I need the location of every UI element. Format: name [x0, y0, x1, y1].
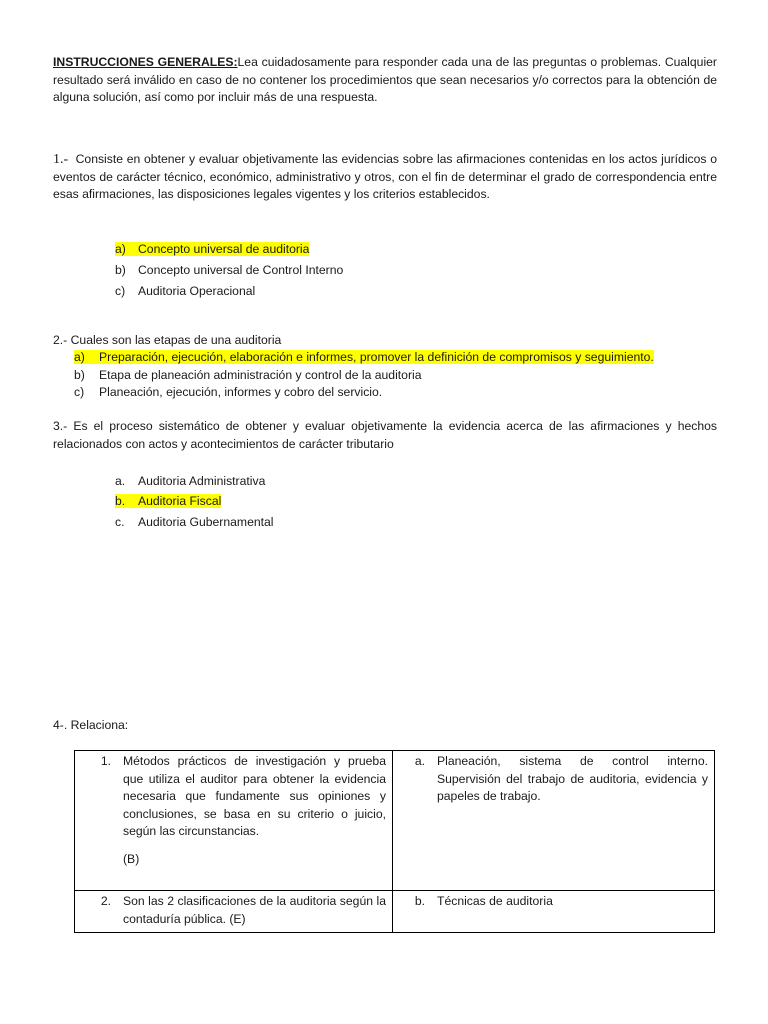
- question-2-option-b: b) Etapa de planeación administración y control de la auditoria: [74, 368, 422, 382]
- instructions-label: INSTRUCCIONES GENERALES:: [53, 55, 238, 69]
- question-4-title: 4-. Relaciona:: [53, 718, 129, 732]
- right-cell: a. Planeación, sistema de control interno. Supervisión del trabajo de auditoria, evidencia y papeles de trabajo.: [393, 751, 715, 891]
- question-3-text: 3.- Es el proceso sistemático de obtener y evaluar objetivamente la evidencia acerca de las afirmaciones y hechos relacionados con actos y acontecimientos de carácter tributario: [53, 419, 717, 451]
- right-cell: b. Técnicas de auditoria: [393, 891, 715, 933]
- question-2: [53, 332, 717, 350]
- table-row: [75, 751, 715, 891]
- question-2-option-c: c) Planeación, ejecución, informes y cobro del servicio.: [74, 385, 383, 399]
- question-2-option-a: a) Preparación, ejecución, elaboración e informes, promover la definición de compromisos y seguimiento.: [74, 350, 654, 364]
- question-1-text: Consiste en obtener y evaluar objetivamente las evidencias sobre las afirmaciones contenidas en los actos jurídicos o eventos de carácter técnico, económico, administrativo y otros, con el fin de determinar el grado de correspondencia entre esas afirmaciones, las disposiciones legales vigentes y los criterios establecidos.: [53, 152, 717, 201]
- question-1-option-c: c) Auditoria Operacional: [115, 284, 256, 298]
- question-1: [53, 151, 717, 204]
- question-2-text: 2.- Cuales son las etapas de una auditoria: [53, 333, 282, 347]
- left-item-text: Son las 2 clasificaciones de la auditoria según la contaduría pública. (E): [123, 894, 386, 926]
- question-3-option-a: a. Auditoria Administrativa: [115, 474, 266, 488]
- question-3-option-c: c. Auditoria Gubernamental: [115, 515, 274, 529]
- question-3: [53, 418, 717, 453]
- left-item-text: Métodos prácticos de investigación y prueba que utiliza el auditor para obtener la evidencia necesaria que fundamente sus opiniones y conclusiones, se basa en su criterio o juicio, según las circunstancias.: [123, 754, 386, 838]
- left-cell: 1. Métodos prácticos de investigación y prueba que utiliza el auditor para obtener la evidencia necesaria que fundamente sus opiniones y conclusiones, se basa en su criterio o juicio, según las circunstancias. (B): [75, 751, 393, 891]
- instructions-text: Lea cuidadosamente para responder cada una de las preguntas o problemas. Cualquier resultado será inválido en caso de no contener los procedimientos que sean necesarios y/o correctos para la obtención de alguna solución, así como por incluir más de una respuesta.: [53, 55, 717, 104]
- right-item-text: Técnicas de auditoria: [437, 894, 553, 908]
- question-3-option-b: b. Auditoria Fiscal: [115, 494, 222, 508]
- question-1-number: 1.-: [53, 152, 69, 167]
- question-1-option-a: a) Concepto universal de auditoria: [115, 242, 310, 256]
- general-instructions: [53, 54, 717, 107]
- question-1-option-b: b) Concepto universal de Control Interno: [115, 263, 344, 277]
- right-item-text: Planeación, sistema de control interno. Supervisión del trabajo de auditoria, evidencia y papeles de trabajo.: [437, 754, 708, 803]
- left-cell: 2. Son las 2 clasificaciones de la auditoria según la contaduría pública. (E): [75, 891, 393, 933]
- matching-table: [74, 750, 715, 933]
- table-row: [75, 891, 715, 933]
- left-item-answer: (B): [123, 851, 140, 866]
